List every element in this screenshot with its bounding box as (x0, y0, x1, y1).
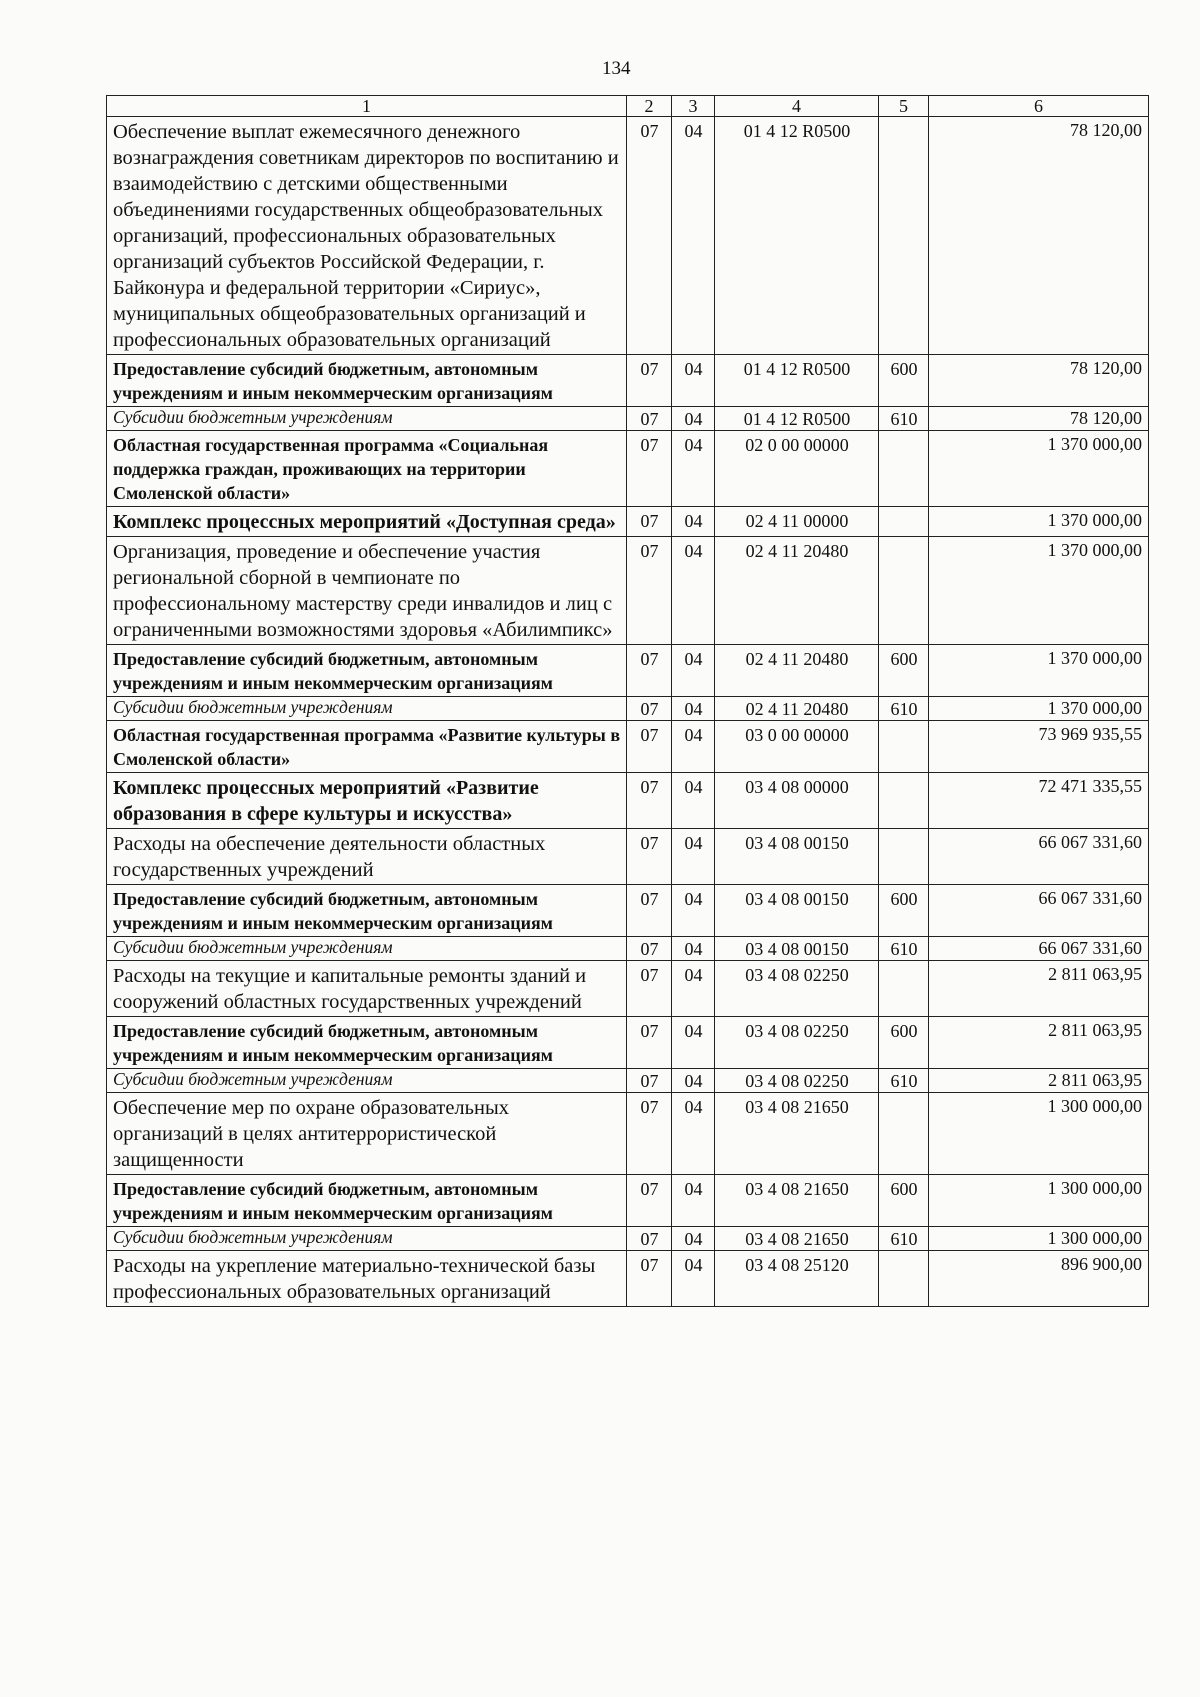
amount-cell: 2 811 063,95 (929, 1017, 1149, 1069)
amount-cell: 2 811 063,95 (929, 1069, 1149, 1093)
row-name-cell: Расходы на обеспечение деятельности областных государственных учреждений (107, 829, 627, 885)
row-name-cell: Предоставление субсидий бюджетным, автономным учреждениям и иным некоммерческим организациям (107, 885, 627, 937)
target-article-cell: 02 4 11 20480 (715, 537, 879, 645)
expense-type-cell (879, 117, 929, 355)
row-name-cell: Предоставление субсидий бюджетным, автономным учреждениям и иным некоммерческим организациям (107, 1175, 627, 1227)
budget-table-container (106, 95, 1148, 1307)
table-row (107, 117, 1149, 355)
target-article-cell: 03 4 08 21650 (715, 1093, 879, 1175)
amount-cell: 66 067 331,60 (929, 937, 1149, 961)
subsection-code-cell: 04 (672, 507, 715, 537)
expense-type-cell (879, 1093, 929, 1175)
header-col-5: 5 (879, 96, 929, 117)
target-article-cell: 02 4 11 00000 (715, 507, 879, 537)
subsection-code-cell: 04 (672, 1227, 715, 1251)
subsection-code-cell: 04 (672, 1069, 715, 1093)
row-name-cell: Комплекс процессных мероприятий «Доступная среда» (107, 507, 627, 537)
row-name-cell: Субсидии бюджетным учреждениям (107, 697, 627, 721)
expense-type-cell (879, 1251, 929, 1307)
row-name-cell: Предоставление субсидий бюджетным, автономным учреждениям и иным некоммерческим организациям (107, 355, 627, 407)
section-code-cell: 07 (627, 1175, 672, 1227)
target-article-cell: 03 0 00 00000 (715, 721, 879, 773)
section-code-cell: 07 (627, 937, 672, 961)
expense-type-cell (879, 773, 929, 829)
amount-cell: 1 370 000,00 (929, 507, 1149, 537)
subsection-code-cell: 04 (672, 1093, 715, 1175)
table-row (107, 829, 1149, 885)
header-col-4: 4 (715, 96, 879, 117)
subsection-code-cell: 04 (672, 1017, 715, 1069)
subsection-code-cell: 04 (672, 407, 715, 431)
header-col-1: 1 (107, 96, 627, 117)
subsection-code-cell: 04 (672, 773, 715, 829)
section-code-cell: 07 (627, 431, 672, 507)
amount-cell: 1 370 000,00 (929, 431, 1149, 507)
row-name-cell: Обеспечение мер по охране образовательных организаций в целях антитеррористической защищенности (107, 1093, 627, 1175)
expense-type-cell (879, 537, 929, 645)
table-row (107, 645, 1149, 697)
table-row (107, 773, 1149, 829)
section-code-cell: 07 (627, 1069, 672, 1093)
expense-type-cell: 600 (879, 1175, 929, 1227)
expense-type-cell: 610 (879, 937, 929, 961)
expense-type-cell: 610 (879, 407, 929, 431)
target-article-cell: 03 4 08 00150 (715, 937, 879, 961)
row-name-cell: Субсидии бюджетным учреждениям (107, 1227, 627, 1251)
target-article-cell: 01 4 12 R0500 (715, 117, 879, 355)
table-row (107, 1017, 1149, 1069)
section-code-cell: 07 (627, 407, 672, 431)
expense-type-cell: 600 (879, 355, 929, 407)
amount-cell: 78 120,00 (929, 407, 1149, 431)
section-code-cell: 07 (627, 697, 672, 721)
table-row (107, 721, 1149, 773)
expense-type-cell (879, 829, 929, 885)
header-col-6: 6 (929, 96, 1149, 117)
subsection-code-cell: 04 (672, 431, 715, 507)
amount-cell: 1 300 000,00 (929, 1175, 1149, 1227)
row-name-cell: Субсидии бюджетным учреждениям (107, 1069, 627, 1093)
row-name-cell: Комплекс процессных мероприятий «Развитие образования в сфере культуры и искусства» (107, 773, 627, 829)
amount-cell: 2 811 063,95 (929, 961, 1149, 1017)
row-name-cell: Субсидии бюджетным учреждениям (107, 407, 627, 431)
section-code-cell: 07 (627, 1017, 672, 1069)
table-row (107, 537, 1149, 645)
amount-cell: 1 300 000,00 (929, 1093, 1149, 1175)
table-row (107, 697, 1149, 721)
table-row (107, 961, 1149, 1017)
subsection-code-cell: 04 (672, 1175, 715, 1227)
row-name-cell: Обеспечение выплат ежемесячного денежного вознаграждения советникам директоров по воспитанию и взаимодействию с детскими общественными объединениями государственных общеобразовательных организаций, профессиональных образовательных организаций субъектов Российской Федерации, г. Байконура и федеральной территории «Сириус», муниципальных общеобразовательных организаций и профессиональных образовательных организаций (107, 117, 627, 355)
target-article-cell: 02 4 11 20480 (715, 645, 879, 697)
amount-cell: 72 471 335,55 (929, 773, 1149, 829)
target-article-cell: 03 4 08 21650 (715, 1227, 879, 1251)
table-row (107, 1251, 1149, 1307)
row-name-cell: Расходы на текущие и капитальные ремонты зданий и сооружений областных государственных учреждений (107, 961, 627, 1017)
subsection-code-cell: 04 (672, 961, 715, 1017)
subsection-code-cell: 04 (672, 1251, 715, 1307)
section-code-cell: 07 (627, 537, 672, 645)
target-article-cell: 03 4 08 00000 (715, 773, 879, 829)
target-article-cell: 02 4 11 20480 (715, 697, 879, 721)
subsection-code-cell: 04 (672, 355, 715, 407)
row-name-cell: Субсидии бюджетным учреждениям (107, 937, 627, 961)
row-name-cell: Расходы на укрепление материально-технической базы профессиональных образовательных организаций (107, 1251, 627, 1307)
header-col-3: 3 (672, 96, 715, 117)
expense-type-cell: 610 (879, 1069, 929, 1093)
section-code-cell: 07 (627, 507, 672, 537)
budget-table (106, 95, 1149, 1307)
table-row (107, 1227, 1149, 1251)
amount-cell: 66 067 331,60 (929, 829, 1149, 885)
page-number: 134 (602, 58, 631, 79)
expense-type-cell: 600 (879, 885, 929, 937)
amount-cell: 73 969 935,55 (929, 721, 1149, 773)
target-article-cell: 03 4 08 25120 (715, 1251, 879, 1307)
expense-type-cell (879, 721, 929, 773)
table-row (107, 937, 1149, 961)
expense-type-cell (879, 961, 929, 1017)
table-row (107, 355, 1149, 407)
amount-cell: 66 067 331,60 (929, 885, 1149, 937)
section-code-cell: 07 (627, 1227, 672, 1251)
table-row (107, 507, 1149, 537)
amount-cell: 896 900,00 (929, 1251, 1149, 1307)
table-header-row (107, 96, 1149, 117)
table-row (107, 407, 1149, 431)
amount-cell: 1 370 000,00 (929, 697, 1149, 721)
expense-type-cell: 600 (879, 645, 929, 697)
subsection-code-cell: 04 (672, 721, 715, 773)
section-code-cell: 07 (627, 117, 672, 355)
section-code-cell: 07 (627, 961, 672, 1017)
row-name-cell: Областная государственная программа «Социальная поддержка граждан, проживающих на территории Смоленской области» (107, 431, 627, 507)
section-code-cell: 07 (627, 355, 672, 407)
row-name-cell: Областная государственная программа «Развитие культуры в Смоленской области» (107, 721, 627, 773)
target-article-cell: 01 4 12 R0500 (715, 355, 879, 407)
table-row (107, 1175, 1149, 1227)
target-article-cell: 03 4 08 02250 (715, 961, 879, 1017)
amount-cell: 1 370 000,00 (929, 645, 1149, 697)
expense-type-cell (879, 507, 929, 537)
section-code-cell: 07 (627, 1093, 672, 1175)
header-col-2: 2 (627, 96, 672, 117)
subsection-code-cell: 04 (672, 937, 715, 961)
amount-cell: 1 300 000,00 (929, 1227, 1149, 1251)
target-article-cell: 03 4 08 00150 (715, 885, 879, 937)
subsection-code-cell: 04 (672, 697, 715, 721)
target-article-cell: 02 0 00 00000 (715, 431, 879, 507)
subsection-code-cell: 04 (672, 885, 715, 937)
amount-cell: 1 370 000,00 (929, 537, 1149, 645)
table-row (107, 1093, 1149, 1175)
target-article-cell: 03 4 08 02250 (715, 1017, 879, 1069)
subsection-code-cell: 04 (672, 645, 715, 697)
table-row (107, 1069, 1149, 1093)
section-code-cell: 07 (627, 773, 672, 829)
subsection-code-cell: 04 (672, 117, 715, 355)
expense-type-cell: 600 (879, 1017, 929, 1069)
row-name-cell: Организация, проведение и обеспечение участия региональной сборной в чемпионате по профессиональному мастерству среди инвалидов и лиц с ограниченными возможностями здоровья «Абилимпикс» (107, 537, 627, 645)
table-body (107, 117, 1149, 1307)
row-name-cell: Предоставление субсидий бюджетным, автономным учреждениям и иным некоммерческим организациям (107, 645, 627, 697)
target-article-cell: 01 4 12 R0500 (715, 407, 879, 431)
section-code-cell: 07 (627, 885, 672, 937)
amount-cell: 78 120,00 (929, 355, 1149, 407)
section-code-cell: 07 (627, 829, 672, 885)
expense-type-cell: 610 (879, 1227, 929, 1251)
row-name-cell: Предоставление субсидий бюджетным, автономным учреждениям и иным некоммерческим организациям (107, 1017, 627, 1069)
table-row (107, 431, 1149, 507)
target-article-cell: 03 4 08 02250 (715, 1069, 879, 1093)
expense-type-cell (879, 431, 929, 507)
amount-cell: 78 120,00 (929, 117, 1149, 355)
expense-type-cell: 610 (879, 697, 929, 721)
section-code-cell: 07 (627, 721, 672, 773)
table-row (107, 885, 1149, 937)
target-article-cell: 03 4 08 21650 (715, 1175, 879, 1227)
subsection-code-cell: 04 (672, 829, 715, 885)
section-code-cell: 07 (627, 645, 672, 697)
section-code-cell: 07 (627, 1251, 672, 1307)
subsection-code-cell: 04 (672, 537, 715, 645)
target-article-cell: 03 4 08 00150 (715, 829, 879, 885)
